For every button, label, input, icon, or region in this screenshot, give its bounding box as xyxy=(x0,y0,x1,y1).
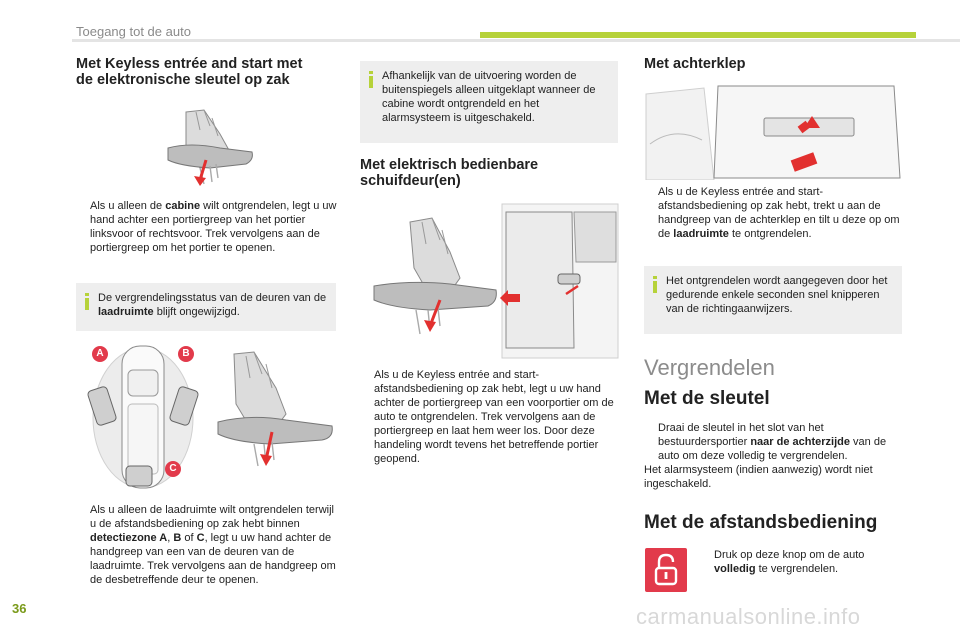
zone-a-badge: A xyxy=(92,346,108,362)
note-vergrendelingsstatus: De vergrendelingsstatus van de deuren van de laadruimte blijft ongewijzigd. xyxy=(76,283,336,331)
info-icon xyxy=(84,293,90,309)
zone-b-badge: B xyxy=(178,346,194,362)
heading-keyless: Met Keyless entrée and start met de elektronische sleutel op zak xyxy=(76,56,303,88)
lock-button-icon xyxy=(645,548,687,592)
note-richtingaanwijzers: Het ontgrendelen wordt aangegeven door het gedurende enkele seconden snel knipperen van de richtingaanwijzers. xyxy=(644,266,902,334)
info-icon xyxy=(368,71,374,87)
note-buitenspiegels: Afhankelijk van de uitvoering worden de buitenspiegels alleen uitgeklapt wanneer de cabine wordt ontgrendeld en het alarmsysteem is uitgeschakeld. xyxy=(360,61,618,143)
paragraph-alarmsysteem: Het alarmsysteem (indien aanwezig) wordt niet ingeschakeld. xyxy=(644,464,873,490)
tailgate-illustration xyxy=(644,84,906,180)
heading-met-de-afstandsbediening: Met de afstandsbediening xyxy=(644,512,878,533)
header-rule xyxy=(72,39,960,42)
bullet-cabine: Als u alleen de cabine wilt ontgrendelen, legt u uw hand achter een portiergreep van het portier linksvoor of rechtsvoor. Trek vervolgens aan de portiergreep om het portier te openen. xyxy=(90,200,337,254)
detection-zones-illustration xyxy=(82,340,204,496)
page-number: 36 xyxy=(12,601,27,616)
section-title-vergrendelen: Vergrendelen xyxy=(644,355,775,380)
hand-tailgate-handle-illustration xyxy=(210,348,338,478)
bullet-achterklep: Als u de Keyless entrée and start-afstandsbediening op zak hebt, trekt u aan de handgreep van de achterklep en tilt u deze op om de laadruimte te ontgrendelen. xyxy=(658,186,900,240)
zone-c-badge: C xyxy=(165,461,181,477)
header-accent-bar xyxy=(480,32,916,38)
bullet-schuifdeur: Als u de Keyless entrée and start-afstandsbediening op zak hebt, legt u uw hand achter de portiergreep van een voorportier om de auto te ontgrendelen. Trek vervolgens aan de portiergreep en laat hem weer los. Door deze handeling wordt tevens het betreffende portier geopend. xyxy=(374,369,614,465)
bullet-laadruimte: Als u alleen de laadruimte wilt ontgrendelen terwijl u de afstandsbediening op zak hebt binnen detectiezone A, B of C, legt u uw hand achter de handgreep van een van de deuren van de laadruimte. Trek vervolgens aan de handgreep om de desbetreffende deur te openen. xyxy=(90,504,336,586)
heading-schuifdeur: Met elektrisch bedienbare schuifdeur(en) xyxy=(360,157,539,189)
heading-achterklep: Met achterklep xyxy=(644,56,746,72)
running-header: Toegang tot de auto xyxy=(76,24,191,39)
heading-met-de-sleutel: Met de sleutel xyxy=(644,388,770,409)
bullet-sleutel: Draai de sleutel in het slot van het bestuurdersportier naar de achterzijde van de auto om deze volledig te vergrendelen. xyxy=(658,422,887,462)
sliding-door-illustration xyxy=(370,202,620,360)
hand-door-handle-illustration xyxy=(160,108,260,190)
bullet-afstandsbediening: Druk op deze knop om de auto volledig te vergrendelen. xyxy=(714,549,865,575)
watermark: carmanualsonline.info xyxy=(636,604,861,629)
info-icon xyxy=(652,276,658,292)
